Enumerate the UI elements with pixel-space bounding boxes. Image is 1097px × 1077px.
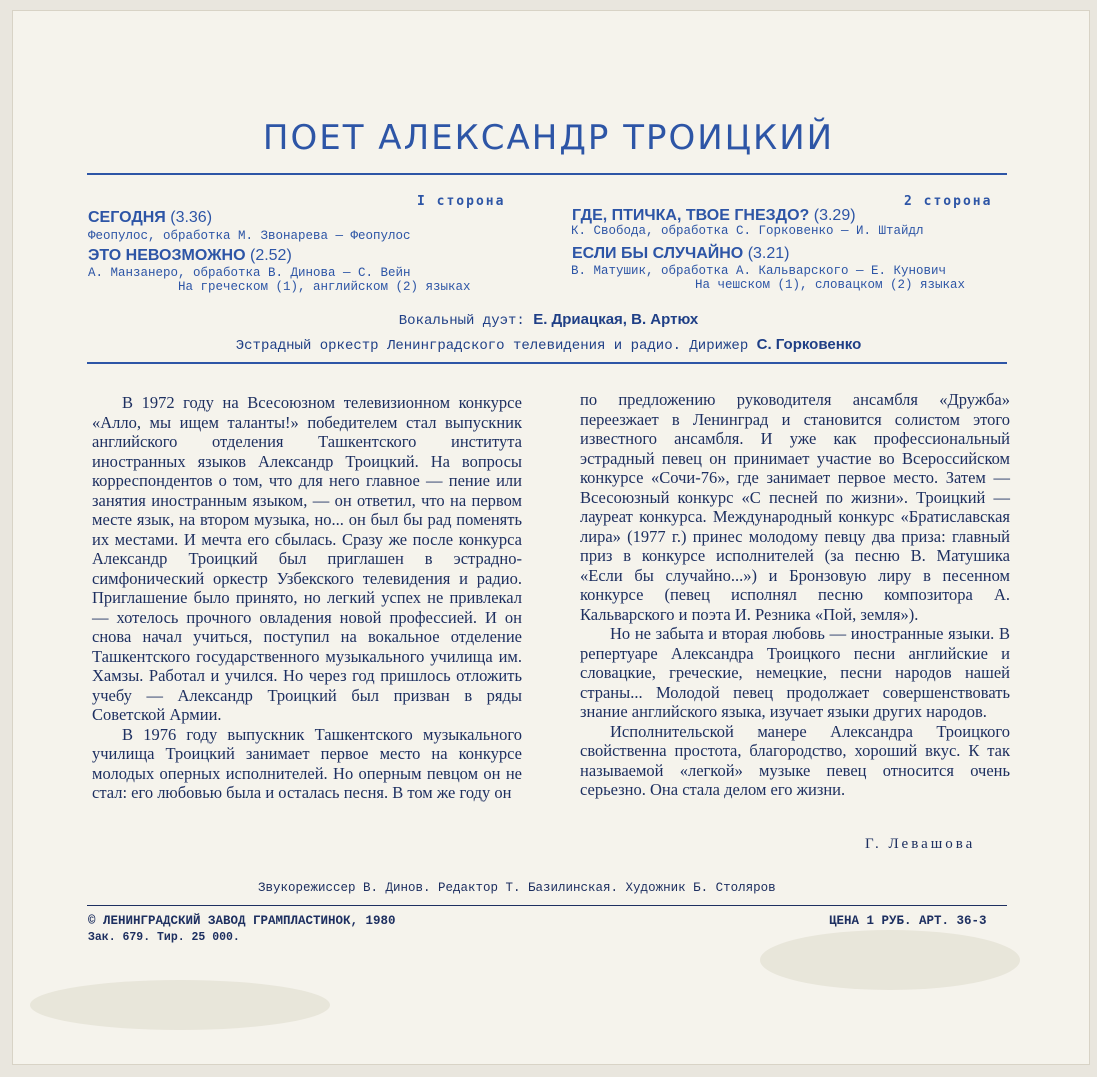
track-duration: (3.21) bbox=[747, 245, 790, 262]
orchestra-name: Эстрадный оркестр Ленинградского телевидения и радио. Дирижер bbox=[235, 338, 749, 354]
article-paragraph: по предложению руководителя ансамбля «Дружба» переезжает в Ленинград и становится солистом этого известного ансамбля. И уже как профессиональный эстрадный певец он принимает участие во Всероссийском конкурсе «Сочи-76», где занимает первое место. Затем — Всесоюзный конкурс «С песней по жизни». Троицкий — лауреат конкурса. Международный конкурс «Братиславская лира» (1977 г.) принес молодому певцу два приза: главный приз в конкурсе исполнителей (за песню В. Матушика «Если бы случайно...») и Бронзовую лиру в песенном конкурсе (певец исполнял песню композитора А. Кальварского и поэта И. Резника «Пой, земля»). bbox=[580, 390, 1010, 624]
side-1-label: I сторона bbox=[417, 194, 506, 209]
article-left-column bbox=[92, 393, 522, 803]
header-bottom-rule bbox=[87, 362, 1007, 364]
side-2-label: 2 сторона bbox=[904, 194, 993, 209]
track-duration: (3.29) bbox=[813, 207, 856, 224]
paper-stain bbox=[760, 930, 1020, 990]
order-line: Зак. 679. Тир. 25 000. bbox=[88, 931, 240, 944]
track-name: ЕСЛИ БЫ СЛУЧАЙНО bbox=[572, 245, 744, 262]
article-paragraph: Но не забыта и вторая любовь — иностранные языки. В репертуаре Александра Троицкого песни английские и словацкие, греческие, немецкие, песни народов нашей страны... Молодой певец продолжает совершенствовать знание английского языка, изучает языки других народов. bbox=[580, 624, 1010, 721]
track-credit: К. Свобода, обработка С. Горковенко — И. Штайдл bbox=[571, 224, 924, 238]
album-title: ПОЕТ АЛЕКСАНДР ТРОИЦКИЙ bbox=[262, 118, 835, 158]
article-paragraph: Исполнительской манере Александра Троицкого свойственна простота, благородство, хороший вкус. К так называемой «легкой» музыке певец относится очень серьезно. Она стала делом его жизни. bbox=[580, 721, 1010, 799]
publisher-line: © ЛЕНИНГРАДСКИЙ ЗАВОД ГРАМПЛАСТИНОК, 1980 bbox=[88, 914, 396, 928]
conductor-name: С. Горковенко bbox=[756, 336, 862, 353]
article-paragraph: В 1972 году на Всесоюзном телевизионном конкурсе «Алло, мы ищем таланты!» победителем стал выпускник английского отделения Ташкентского института иностранных языков Александр Троицкий. На вопросы корреспондентов о том, что для него главное — пение или занятия иностранным языком, — он ответил, что на первом месте язык, на втором музыка, но... он был бы рад поменять их местами. И мечта его сбылась. Сразу же после конкурса Александр Троицкий был приглашен в эстрадно-симфонический оркестр Узбекского телевидения и радио. Приглашение было принято, но легкий успех не привлекал — хотелось прочного овладения новой профессией. И он снова начал учиться, поступил на вокальное отделение Ташкентского государственного музыкального училища им. Хамзы. Работал и учился. Но через год пришлось отложить учебу — Александр Троицкий был призван в ряды Советской Армии. bbox=[92, 393, 522, 724]
track-name: ЭТО НЕВОЗМОЖНО bbox=[88, 247, 246, 264]
side-2-languages: На чешском (1), словацком (2) языках bbox=[695, 278, 966, 292]
track-duration: (2.52) bbox=[249, 247, 292, 264]
track-name: СЕГОДНЯ bbox=[88, 209, 166, 226]
article-author: Г. Левашова bbox=[865, 836, 976, 852]
vocal-duet-line bbox=[0, 311, 1097, 329]
orchestra-line bbox=[0, 336, 1097, 354]
track-credit: А. Манзанеро, обработка В. Динова — С. Вейн bbox=[88, 266, 411, 280]
article-paragraph: В 1976 году выпускник Ташкентского музыкального училища Троицкий занимает первое место на конкурсе молодых оперных исполнителей. Но оперным певцом он не стал: его любовью была и осталась песня. В том же году он bbox=[92, 724, 522, 802]
track-credit: Феопулос, обработка М. Звонарева — Феопулос bbox=[88, 229, 411, 243]
title-rule bbox=[87, 173, 1007, 175]
track-title bbox=[572, 245, 790, 263]
track-title bbox=[88, 209, 212, 227]
price-line: ЦЕНА 1 РУБ. АРТ. 36-3 bbox=[829, 914, 987, 928]
duet-label: Вокальный дуэт: bbox=[398, 313, 525, 329]
track-name: ГДЕ, ПТИЧКА, ТВОЕ ГНЕЗДО? bbox=[572, 207, 810, 224]
paper-stain bbox=[30, 980, 330, 1030]
side-1-languages: На греческом (1), английском (2) языках bbox=[178, 280, 471, 294]
production-credits: Звукорежиссер В. Динов. Редактор Т. Базилинская. Художник Б. Столяров bbox=[258, 881, 776, 895]
footer-rule bbox=[87, 905, 1007, 906]
duet-names: Е. Дриацкая, В. Артюх bbox=[533, 311, 699, 328]
track-title bbox=[88, 247, 292, 265]
track-credit: В. Матушик, обработка А. Кальварского — Е. Кунович bbox=[571, 264, 947, 278]
track-title bbox=[572, 207, 856, 225]
article-right-column bbox=[580, 390, 1010, 800]
track-duration: (3.36) bbox=[170, 209, 213, 226]
